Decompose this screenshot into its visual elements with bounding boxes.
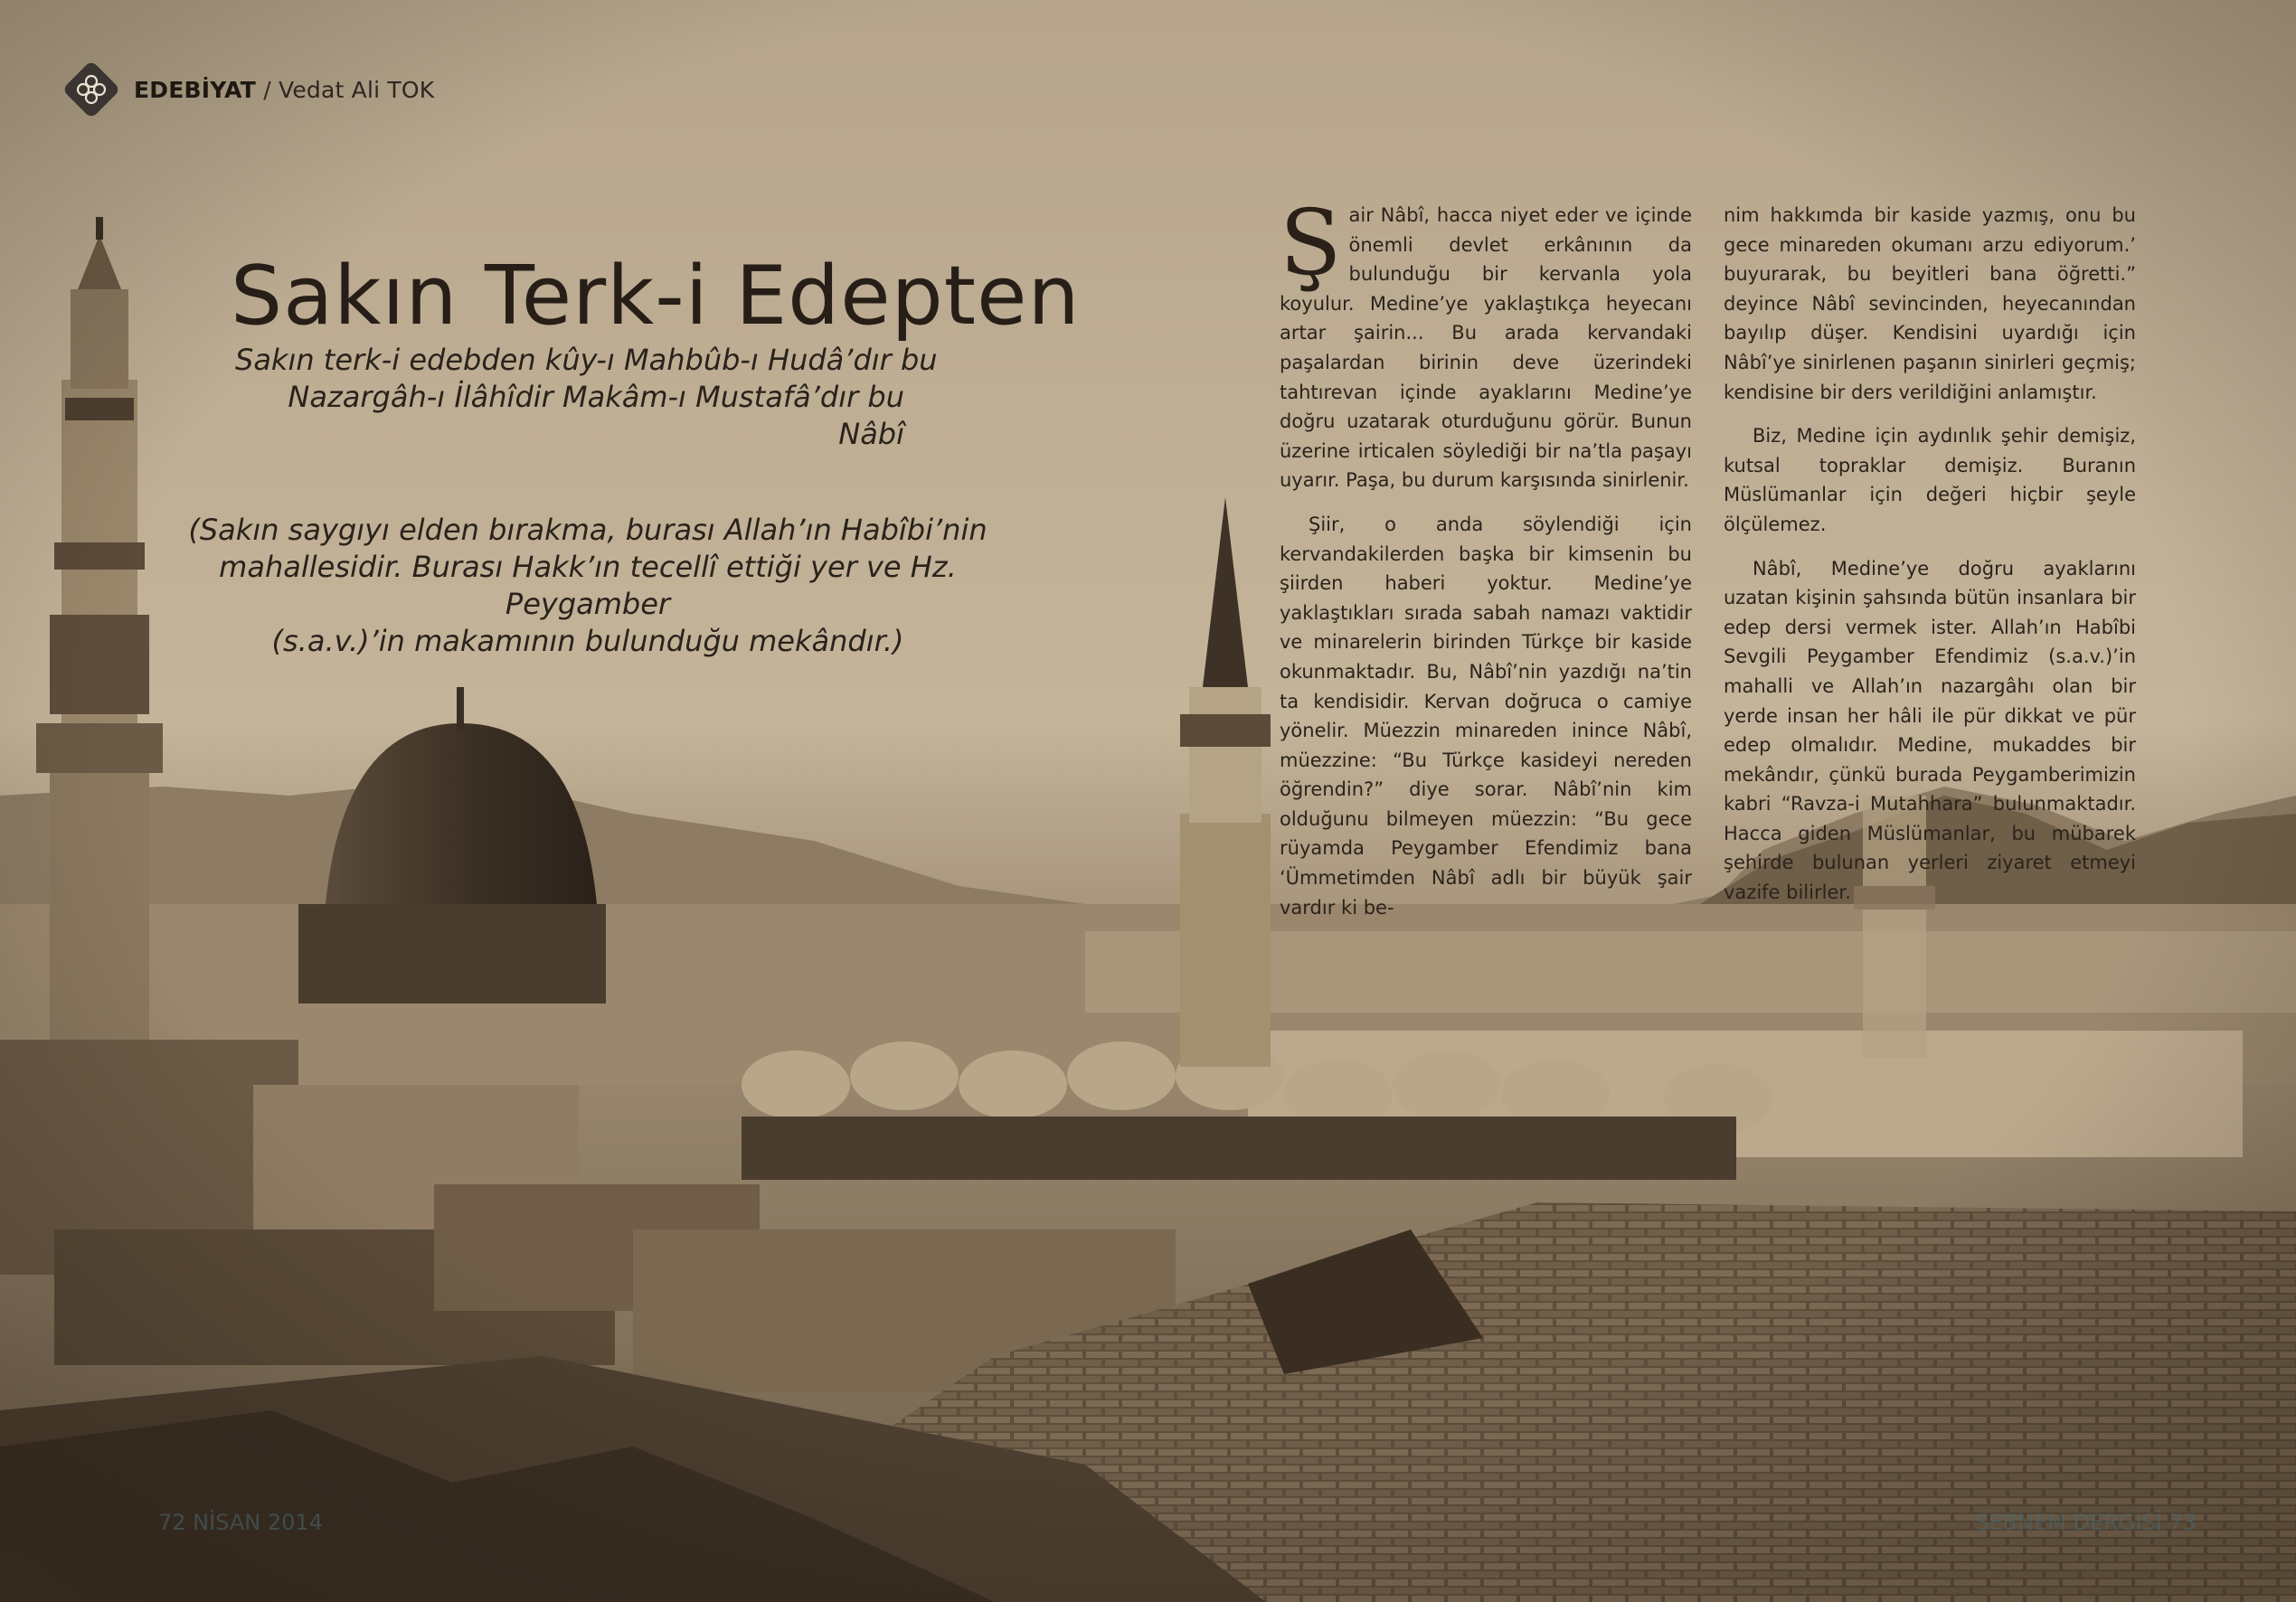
verse-line-2: Nazargâh-ı İlâhîdir Makâm-ı Mustafâ’dır bu [288, 380, 904, 414]
paragraph [1280, 190, 1692, 495]
paragraph-text: air Nâbî, hacca niyet eder ve içinde önemli devlet erkânının da bulunduğu bir kervanla yola koyulur. Medine’ye yaklaştıkça heyecanı artar şairin... Bu arada kervandaki paşalardan birinin deve üzerindeki tahtırevan içinde ayaklarını Medine’ye doğru uzatarak oturduğunu görür. Bunun üzerine irticalen söylediği bir na’tla paşayı uyarır. Paşa, bu durum karşısında sinirlenir. [1280, 204, 1692, 492]
section-name: EDEBİYAT [134, 76, 257, 103]
article-header [61, 60, 434, 119]
body-column-1 [1280, 190, 1692, 937]
translation-line-1: (Sakın saygıyı elden bırakma, burası Allah’ın Habîbi’nin [188, 513, 987, 547]
page-folio-left: 72 NİSAN 2014 [158, 1510, 323, 1535]
translation-line-3: (s.a.v.)’in makamının bulunduğu mekândır.) [271, 624, 904, 658]
verse-translation [181, 512, 995, 660]
body-column-2 [1724, 201, 2136, 922]
separator: / [263, 76, 271, 103]
drop-cap: Ş [1280, 190, 1342, 296]
paragraph: Nâbî, Medine’ye doğru ayaklarını uzatan kişinin şahsında bütün insanlara bir edep dersi vermek ister. Allah’ın Habîbi Sevgili Peygamber Efendimiz (s.a.v.)’in mahalli ve Allah’ın nazargâhı olan bir yerde insan her hâli ile pür dikkat ve pür edep olmalıdır. Medine, mukaddes bir mekândır, çünkü burada Peygamberimizin kabri “Ravza-i Mutahhara” bulunmaktadır. Hacca giden Müslümanlar, bu mübarek şehirde bulunan yerleri ziyaret etmeyi vazife bilirler. [1724, 557, 2136, 904]
paragraph: nim hakkımda bir kaside yazmış, onu bu gece minareden okumanı arzu ediyorum.’ buyurarak, bu beyitleri bana öğretti.” deyince Nâbî sevincinden, heyecanından bayılıp düşer. Kendisini uyardığı için Nâbî’ye sinirlenen paşanın sinirleri geçmiş; kendisine bir ders verildiğini anlamıştır. [1724, 204, 2136, 403]
verse-quote [235, 342, 938, 453]
translation-line-2: mahallesidir. Burası Hakk’ın tecellî ettiği yer ve Hz. Peygamber [219, 550, 957, 621]
article-title: Sakın Terk-i Edepten [231, 249, 1081, 344]
diamond-ornament-icon [61, 60, 121, 119]
paragraph: Şiir, o anda söylendiği için kervandakilerden başka bir kimsenin bu şiirden haberi yoktur. Medine’ye yaklaştıkları sırada sabah namazı vaktidir ve minarelerin birinden Türkçe bir kaside okunmaktadır. Bu, Nâbî’nin yazdığı na’tin ta kendisidir. Kervan doğruca o camiye yönelir. Müezzin minareden inince Nâbî, müezzine: “Bu Türkçe kasideyi nereden öğrendin?” diye sorar. Nâbî’nin kim olduğunu bilmeyen müezzin: “Bu gece rüyamda Peygamber Efendimiz bana ‘Ümmetimden Nâbî adlı bir büyük şair vardır ki be- [1280, 513, 1692, 919]
section-label [134, 77, 434, 103]
author-name: Vedat Ali TOK [278, 76, 435, 103]
paragraph: Biz, Medine için aydınlık şehir demişiz, kutsal topraklar demişiz. Buranın Müslümanlar için değeri hiçbir şeyle ölçülemez. [1724, 425, 2136, 535]
page-folio-right: ŞEBNEM DERGİSİ 73 [1975, 1510, 2197, 1535]
verse-line-1: Sakın terk-i edebden kûy-ı Mahbûb-ı Hudâ’dır bu [235, 343, 938, 377]
verse-attribution: Nâbî [838, 417, 904, 451]
